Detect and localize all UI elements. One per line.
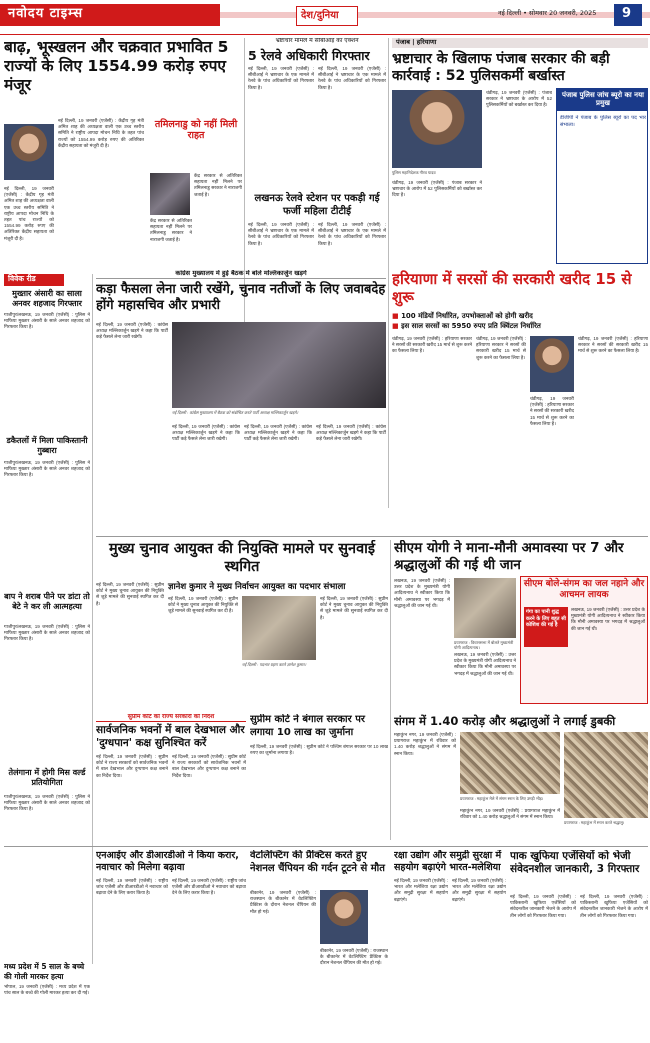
- toilets-body: नई दिल्ली, 19 जनवरी (एजेंसी) : सुप्रीम कोर्ट ने राज्य सरकारों को सार्वजनिक भवनों में बाल देखभाल और दुग्धपान कक्ष बनाने का निर्देश दिया।: [96, 754, 168, 778]
- ec-photo: [242, 596, 316, 660]
- square-bullet-icon: ■: [392, 322, 399, 330]
- vivek-label: विवेक रीड: [8, 274, 36, 283]
- haryana-article: [392, 270, 648, 508]
- yogi-body-2: लखनऊ, 19 जनवरी (एजेंसी) : उत्तर प्रदेश के मुख्यमंत्री योगी आदित्यनाथ ने स्वीकार किया कि मौनी अमावस्या पर भगदड़ में श्रद्धालुओं की जान गई थी।: [454, 652, 516, 676]
- kharge-headline: कड़ा फैसला लेना जारी रखेंगे, चुनाव नतीजों के लिए जवाबदेह होंगे महासचिव और प्रभारी: [96, 282, 386, 314]
- toilets-body-2: नई दिल्ली, 19 जनवरी (एजेंसी) : सुप्रीम कोर्ट ने राज्य सरकारों को सार्वजनिक भवनों में बाल देखभाल और दुग्धपान कक्ष बनाने का निर्देश दिया।: [172, 754, 246, 778]
- punjab-box: [556, 88, 648, 264]
- defense-article: [394, 850, 506, 1040]
- flood-sub-headline: तमिलनाडु को नहीं मिली राहत: [154, 119, 238, 141]
- masthead-date: नई दिल्ली • सोमवार 20 जनवरी, 2025: [498, 9, 597, 17]
- defense-body-2: नई दिल्ली, 19 जनवरी (एजेंसी) : भारत और मलेशिया रक्षा उद्योग और समुद्री सुरक्षा में सहयोग बढ़ाएंगे।: [452, 878, 506, 902]
- nia-headline: एनआईए और डीआरडीओ ने किया करार, नवाचार को मिलेगा बढ़ावा: [96, 850, 239, 873]
- page-number-box: [614, 4, 642, 26]
- bengal-body: नई दिल्ली, 19 जनवरी (एजेंसी) : सुप्रीम कोर्ट ने पश्चिम बंगाल सरकार पर 10 लाख रुपए का जुर्माना लगाया है।: [250, 744, 388, 756]
- mp-headline: मध्य प्रदेश में 5 साल के बच्चे की गोली मारकर हत्या: [4, 962, 85, 981]
- rule-top: [0, 34, 650, 35]
- kharge-body: नई दिल्ली, 19 जनवरी (एजेंसी) : कांग्रेस अध्यक्ष मल्लिकार्जुन खड़गे ने कहा कि पार्टी कड़े फैसले लेना जारी रखेगी।: [96, 322, 168, 340]
- haryana-body-3: चंडीगढ़, 19 जनवरी (एजेंसी) : हरियाणा सरकार ने सरसों की सरकारी खरीद 15 मार्च से शुरू करने का फैसला लिया है।: [578, 336, 648, 354]
- haryana-body-4: चंडीगढ़, 19 जनवरी (एजेंसी) : हरियाणा सरकार ने सरसों की सरकारी खरीद 15 मार्च से शुरू करने का फैसला लिया है।: [530, 396, 574, 426]
- ec-body-3: नई दिल्ली, 19 जनवरी (एजेंसी) : सुप्रीम कोर्ट ने मुख्य चुनाव आयुक्त की नियुक्ति से जुड़े मामले की सुनवाई स्थगित कर दी है।: [320, 596, 388, 620]
- yogi-box-body: लखनऊ, 19 जनवरी (एजेंसी) : उत्तर प्रदेश के मुख्यमंत्री योगी आदित्यनाथ ने स्वीकार किया कि मौनी अमावस्या पर भगदड़ में श्रद्धालुओं की जान गई थी।: [571, 607, 645, 631]
- punjab-headline: भ्रष्टाचार के खिलाफ पंजाब सरकार की बड़ी कार्रवाई : 52 पुलिसकर्मी बर्खास्त: [392, 51, 610, 84]
- haryana-point1-text: 100 मंडियों निर्धारित, उपभोक्ताओं को होगी खरीद: [401, 312, 533, 320]
- railway-headline: 5 रेलवे अधिकारी गिरफ्तार: [248, 47, 370, 63]
- ec-sub-headline: ज्ञानेश कुमार ने मुख्य निर्वाचन आयुक्त का पदभार संभाला: [168, 582, 346, 592]
- flood-photo: [4, 124, 54, 180]
- bengal-headline: सुप्रीम कोर्ट ने बंगाल सरकार पर लगाया 10 लाख का जुर्माना: [250, 714, 365, 738]
- vivek-sub3-body: गाजीपुर/लखनऊ, 19 जनवरी (एजेंसी) : पुलिस ने माफिया मुख्तार अंसारी के साले अनवर शहजाद को गिरफ्तार किया है।: [4, 794, 90, 812]
- pak-body-2: नई दिल्ली, 19 जनवरी (एजेंसी) : पाकिस्तानी खुफिया एजेंसियों को संवेदनशील जानकारी भेजने के आरोप में तीन लोगों को गिरफ्तार किया गया।: [580, 894, 648, 918]
- haryana-body-2: चंडीगढ़, 19 जनवरी (एजेंसी) : हरियाणा सरकार ने सरसों की सरकारी खरीद 15 मार्च से शुरू करने का फैसला लिया है।: [476, 336, 526, 360]
- kharge-caption: नई दिल्ली : कांग्रेस मुख्यालय में बैठक को संबोधित करते पार्टी अध्यक्ष मल्लिकार्जुन खड़गे।: [172, 410, 299, 415]
- kharge-kicker: कांग्रेस मुख्यालय में हुई बैठक में बोले मल्लिकार्जुन खड़गे: [96, 270, 386, 279]
- vivek-body: गाजीपुर/लखनऊ, 19 जनवरी (एजेंसी) : पुलिस ने माफिया मुख्तार अंसारी के साले अनवर शहजाद को गिरफ्तार किया है।: [4, 312, 90, 330]
- kharge-body-4: नई दिल्ली, 19 जनवरी (एजेंसी) : कांग्रेस अध्यक्ष मल्लिकार्जुन खड़गे ने कहा कि पार्टी कड़े फैसले लेना जारी रखेगी।: [316, 424, 386, 442]
- flood-article: [4, 38, 242, 270]
- flood-sub-photo: [150, 173, 190, 215]
- haryana-body: चंडीगढ़, 19 जनवरी (एजेंसी) : हरियाणा सरकार ने सरसों की सरकारी खरीद 15 मार्च से शुरू करने का फैसला लिया है।: [392, 336, 472, 354]
- punjab-box-body: डीजीपी ने पंजाब के पुलिस ब्यूरो का पद भार संभाला।: [560, 115, 646, 128]
- punjab-section: पंजाब | हरियाणा: [396, 38, 437, 46]
- mp-body: भोपाल, 19 जनवरी (एजेंसी) : मध्य प्रदेश में एक पांच साल के बच्चे की गोली मारकर हत्या कर दी गई।: [4, 984, 90, 996]
- weight-body: बीकानेर, 19 जनवरी (एजेंसी) : राजस्थान के बीकानेर में वेटलिफ्टिंग प्रैक्टिस के दौरान नेशनल चैंपियन की मौत हो गई।: [250, 890, 316, 914]
- sangam-photo-1: [460, 732, 560, 794]
- punjab-box-title-band: [557, 89, 648, 111]
- rule-bottom: [4, 846, 648, 847]
- page-number: 9: [622, 6, 632, 21]
- sangam-caption-2: प्रयागराज : महाकुंभ में स्नान करते श्रद्धालु।: [564, 820, 625, 825]
- ec-body-2: नई दिल्ली, 19 जनवरी (एजेंसी) : सुप्रीम कोर्ट ने मुख्य चुनाव आयुक्त की नियुक्ति से जुड़े मामले की सुनवाई स्थगित कर दी है।: [168, 596, 238, 614]
- toilets-headline: सार्वजनिक भवनों में बाल देखभाल और 'दुग्धपान' कक्ष सुनिश्चित करें: [96, 723, 245, 749]
- toilets-article: [96, 714, 246, 842]
- vivek-sub2-body: गाजीपुर/लखनऊ, 19 जनवरी (एजेंसी) : पुलिस ने माफिया मुख्तार अंसारी के साले अनवर शहजाद को गिरफ्तार किया है।: [4, 624, 90, 642]
- haryana-point1: [392, 312, 648, 320]
- nia-article: [96, 850, 246, 1040]
- yogi-headline: सीएम योगी ने माना-मौनी अमावस्या पर 7 और श्रद्धालुओं की गई थी जान: [394, 540, 624, 573]
- haryana-point2: [392, 322, 648, 330]
- sangam-article: [394, 714, 648, 844]
- sangam-headline: [394, 714, 648, 728]
- yogi-caption: प्रयागराज : विधानसभा में बोलते मुख्यमंत्री योगी आदित्यनाथ।: [454, 640, 514, 650]
- pak-article: [510, 850, 648, 1040]
- masthead-logo-band: [0, 4, 220, 26]
- yogi-quote-box: [524, 607, 568, 647]
- divider-mid-top: [388, 38, 389, 508]
- vivek-sub1: डकैतलों में मिला पाकिस्तानी गुब्बारा: [6, 436, 88, 455]
- vivek-label-band: [4, 274, 64, 286]
- pak-body: नई दिल्ली, 19 जनवरी (एजेंसी) : पाकिस्तानी खुफिया एजेंसियों को संवेदनशील जानकारी भेजने के आरोप में तीन लोगों को गिरफ्तार किया गया।: [510, 894, 576, 918]
- haryana-headline: हरियाणा में सरसों की सरकारी खरीद 15 से शुरू: [392, 270, 632, 306]
- punjab-section-band: [392, 38, 648, 48]
- yogi-photo: [454, 578, 516, 638]
- pak-headline: पाक खुफिया एजेंसियों को भेजी संवेदनशील जानकारी, 3 गिरफ्तार: [510, 850, 640, 875]
- divider-vivek: [92, 274, 93, 964]
- sangam-caption-1: प्रयागराज : महाकुंभ मेले में संगम स्नान के लिए उमड़ी भीड़।: [460, 796, 544, 801]
- sangam-body-2: महाकुंभ नगर, 19 जनवरी (एजेंसी) : प्रयागराज महाकुंभ में रविवार को 1.40 करोड़ श्रद्धालुओं ने संगम में स्नान किया।: [460, 808, 560, 820]
- punjab-body-col0: चंडीगढ़, 19 जनवरी (एजेंसी) : पंजाब सरकार ने भ्रष्टाचार के आरोप में 52 पुलिसकर्मियों को बर्खास्त कर दिया है।: [392, 180, 482, 198]
- weight-article: [250, 850, 388, 1040]
- nia-body: नई दिल्ली, 19 जनवरी (एजेंसी) : राष्ट्रीय जांच एजेंसी और डीआरडीओ ने नवाचार को बढ़ावा देने के लिए करार किया है।: [96, 878, 168, 896]
- vivek-sub3: तेलंगाना में होगी मिस वर्ल्ड प्रतियोगिता: [8, 768, 86, 787]
- vivek-sub2: बाप ने शराब पीने पर डांटा तो बेटे ने कर ली आत्महत्या: [4, 592, 90, 611]
- ec-caption: नई दिल्ली : पदभार ग्रहण करते ज्ञानेश कुमार।: [242, 662, 307, 667]
- section-tab: [296, 6, 358, 26]
- section-label: देश/दुनिया: [301, 10, 339, 21]
- flood-sub-body: केंद्र सरकार से अतिरिक्त सहायता नहीं मिलने पर तमिलनाडु सरकार ने नाराजगी जताई है।: [194, 173, 242, 197]
- flood-sub-body-2: केंद्र सरकार से अतिरिक्त सहायता नहीं मिलने पर तमिलनाडु सरकार ने नाराजगी जताई है।: [150, 218, 192, 242]
- punjab-caption: पुलिस महानिदेशक गौरव यादव: [392, 170, 436, 175]
- weight-photo: [320, 890, 368, 944]
- railway-article: [248, 38, 386, 268]
- toilets-kicker: सुप्रीम कोर्ट का राज्य सरकारों को निर्देश: [96, 714, 246, 722]
- bengal-article: [250, 714, 388, 842]
- mp-article: [4, 962, 90, 1040]
- haryana-photo: [530, 336, 574, 392]
- punjab-photo: [392, 90, 482, 168]
- railway-body: नई दिल्ली, 19 जनवरी (एजेंसी) : सीबीआई ने भ्रष्टाचार के एक मामले में रेलवे के पांच अधिकारियों को गिरफ्तार किया है।: [248, 66, 314, 90]
- flood-body-col0: नई दिल्ली, 19 जनवरी (एजेंसी) : केंद्रीय गृह मंत्री अमित शाह की अध्यक्षता वाली एक उच्च स्तरीय समिति ने राष्ट्रीय आपदा मोचन निधि के तहत पांच राज्यों को 1554.99 करोड़ रुपए की अतिरिक्त केंद्रीय सहायता को मंजूरी दी है।: [4, 186, 54, 241]
- haryana-point2-text: इस साल सरसों का 5950 रुपए प्रति क्विंटल निर्धारित: [401, 322, 541, 330]
- railway-body-2: नई दिल्ली, 19 जनवरी (एजेंसी) : सीबीआई ने भ्रष्टाचार के एक मामले में रेलवे के पांच अधिकारियों को गिरफ्तार किया है।: [318, 66, 386, 90]
- yogi-body: लखनऊ, 19 जनवरी (एजेंसी) : उत्तर प्रदेश के मुख्यमंत्री योगी आदित्यनाथ ने स्वीकार किया कि मौनी अमावस्या पर भगदड़ में श्रद्धालुओं की जान गई थी।: [394, 578, 450, 608]
- nia-body-2: नई दिल्ली, 19 जनवरी (एजेंसी) : राष्ट्रीय जांच एजेंसी और डीआरडीओ ने नवाचार को बढ़ावा देने के लिए करार किया है।: [172, 878, 246, 896]
- yogi-box-quote: गंगा का पानी शुद्ध करने के लिए बहुत सी कोशिश की गई है: [526, 609, 566, 628]
- weight-body-2: बीकानेर, 19 जनवरी (एजेंसी) : राजस्थान के बीकानेर में वेटलिफ्टिंग प्रैक्टिस के दौरान नेशनल चैंपियन की मौत हो गई।: [320, 948, 388, 966]
- yogi-box-title: सीएम बोले-संगम का जल नहाने और आचमन लायक: [523, 579, 645, 600]
- ec-body: नई दिल्ली, 19 जनवरी (एजेंसी) : सुप्रीम कोर्ट ने मुख्य चुनाव आयुक्त की नियुक्ति से जुड़े मामले की सुनवाई स्थगित कर दी है।: [96, 582, 164, 606]
- punjab-article: [392, 38, 648, 264]
- weight-headline: वेटलिफ्टिंग की प्रैक्टिस करते हुए नेशनल चैंपियन की गर्दन टूटने से मौत: [250, 850, 385, 874]
- punjab-body: चंडीगढ़, 19 जनवरी (एजेंसी) : पंजाब सरकार ने भ्रष्टाचार के आरोप में 52 पुलिसकर्मियों को बर्खास्त कर दिया है।: [486, 90, 552, 108]
- railway-sub-headline: लखनऊ रेलवे स्टेशन पर पकड़ी गई फर्जी महिला टीटीई: [254, 193, 380, 217]
- sangam-body: महाकुंभ नगर, 19 जनवरी (एजेंसी) : प्रयागराज महाकुंभ में रविवार को 1.40 करोड़ श्रद्धालुओं ने संगम में स्नान किया।: [394, 732, 456, 756]
- kharge-body-3: नई दिल्ली, 19 जनवरी (एजेंसी) : कांग्रेस अध्यक्ष मल्लिकार्जुन खड़गे ने कहा कि पार्टी कड़े फैसले लेना जारी रखेगी।: [244, 424, 312, 442]
- punjab-box-title: पंजाब पुलिस जांच ब्यूरो का नया प्रमुख: [562, 91, 644, 108]
- masthead: [0, 0, 650, 34]
- ec-headline-text: मुख्य चुनाव आयुक्त की नियुक्ति मामले पर सुनवाई स्थगित: [108, 541, 375, 575]
- flood-headline: बाढ़, भूस्खलन और चक्रवात प्रभावित 5 राज्यों के लिए 1554.99 करोड़ रुपए मंजूर: [4, 38, 229, 94]
- sangam-headline-text: संगम में 1.40 करोड़ और श्रद्धालुओं ने लगाई डुबकी: [394, 714, 616, 728]
- rule-mid: [96, 536, 648, 537]
- ec-headline: [96, 540, 388, 576]
- flood-body: नई दिल्ली, 19 जनवरी (एजेंसी) : केंद्रीय गृह मंत्री अमित शाह की अध्यक्षता वाली एक उच्च स्तरीय समिति ने राष्ट्रीय आपदा मोचन निधि के तहत पांच राज्यों को 1554.99 करोड़ रुपए की अतिरिक्त केंद्रीय सहायता को मंजूरी दी है।: [58, 118, 144, 148]
- railway-kicker: भ्रष्टाचार मामले में सीबीआई का एक्शन: [275, 38, 359, 44]
- railway-sub-body: नई दिल्ली, 19 जनवरी (एजेंसी) : सीबीआई ने भ्रष्टाचार के एक मामले में रेलवे के पांच अधिकारियों को गिरफ्तार किया है।: [248, 222, 314, 246]
- defense-body: नई दिल्ली, 19 जनवरी (एजेंसी) : भारत और मलेशिया रक्षा उद्योग और समुद्री सुरक्षा में सहयोग बढ़ाएंगे।: [394, 878, 448, 902]
- divider-mid-bottom: [390, 540, 391, 840]
- masthead-logo: नवोदय टाइम्स: [8, 6, 84, 21]
- kharge-article: [96, 270, 386, 532]
- yogi-box: [520, 576, 648, 704]
- kharge-body-2: नई दिल्ली, 19 जनवरी (एजेंसी) : कांग्रेस अध्यक्ष मल्लिकार्जुन खड़गे ने कहा कि पार्टी कड़े फैसले लेना जारी रखेगी।: [172, 424, 240, 442]
- vivek-column: [4, 274, 90, 964]
- vivek-headline: मुख्तार अंसारी का साला अनवर शहजाद गिरफ्तार: [12, 289, 82, 308]
- vivek-sub1-body: गाजीपुर/लखनऊ, 19 जनवरी (एजेंसी) : पुलिस ने माफिया मुख्तार अंसारी के साले अनवर शहजाद को गिरफ्तार किया है।: [4, 460, 90, 478]
- railway-sub-body-2: नई दिल्ली, 19 जनवरी (एजेंसी) : सीबीआई ने भ्रष्टाचार के एक मामले में रेलवे के पांच अधिकारियों को गिरफ्तार किया है।: [318, 222, 386, 246]
- sangam-photo-2: [564, 732, 648, 818]
- ec-article: [96, 540, 388, 710]
- kharge-photo: [172, 322, 386, 408]
- square-bullet-icon: ■: [392, 312, 399, 320]
- defense-headline: रक्षा उद्योग और समुद्री सुरक्षा में सहयोग बढ़ाएंगे भारत-मलेशिया: [394, 850, 502, 873]
